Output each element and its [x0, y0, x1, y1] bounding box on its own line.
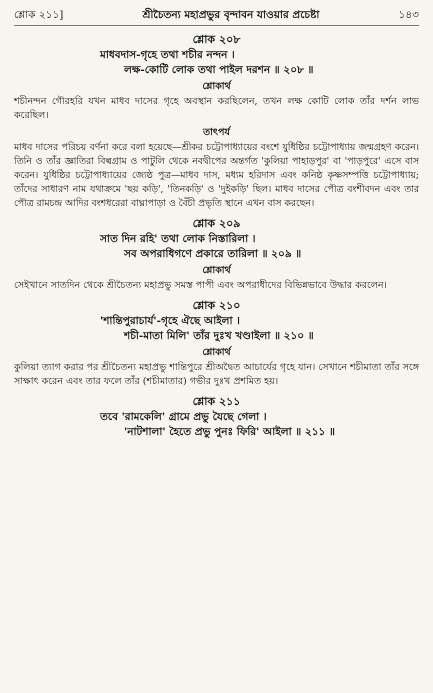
- verse-211: [14, 394, 419, 440]
- translation-heading: শ্লোকার্থ: [202, 265, 231, 276]
- translation-text: সেইখানে সাতদিন থেকে শ্রীচৈতন্য মহাপ্রভু সমস্ত পাপী এবং অপরাধীদের বিভিন্নভাবে উদ্ধার করলেন।: [14, 280, 387, 291]
- translation-heading: শ্লোকার্থ: [202, 347, 231, 358]
- verse-line: মাধবদাস-গৃহে তথা শচীর নন্দন ।: [100, 49, 235, 61]
- verse-line: শচী-মাতা মিলি' তাঁর দুঃখ খণ্ডাইলা ॥ ২১০ ॥: [124, 330, 314, 342]
- purport-heading: তাৎপর্য: [203, 127, 230, 138]
- header-verse-ref: শ্লোক ২১১]: [14, 9, 64, 21]
- translation-text: কুলিয়া ত্যাগ করার পর শ্রীচৈতন্য মহাপ্রভু শান্তিপুরে শ্রীঅদ্বৈত আচার্যের গৃহে যান। সেখানে শচীমাতা তাঁর সঙ্গে সাক্ষাৎ করেন এবং তার ফলে তাঁর (শচীমাতার) গভীর দুঃখ প্রশমিত হয়।: [14, 362, 419, 387]
- verse-209: [14, 216, 419, 293]
- verse-title: শ্লোক ২১০: [192, 299, 241, 312]
- verse-title: শ্লোক ২০৯: [192, 217, 241, 230]
- purport-text: মাধব দাসের পরিচয় বর্ণনা করে বলা হয়েছে—শ্রীকর চট্টোপাধ্যায়ের বংশে যুধিষ্ঠির চট্টোপাধ্যায় জন্মগ্রহণ করেন। তিনি ও তাঁর জ্ঞাতিরা বিল্বগ্রাম ও পাটুলি থেকে নবদ্বীপের অন্তর্গত 'কুলিয়া পাহাড়পুর' বা 'পাড়পুরে' এসে বাস করেন। যুধিষ্ঠির চট্টোপাধ্যায়ের জ্যেষ্ঠ পুত্র—মাধব দাস, মধ্যম হরিদাস এবং কনিষ্ঠ কৃষ্ণসম্পত্তি চট্টোপাধ্যায়; তাঁদের সাধারণ নাম যথাক্রমে 'ছয় কড়ি', 'তিনকড়ি' ও 'দুইকড়ি' ছিল। মাধব দাসের পৌত্র বংশীবদন এবং তার পৌত্র রামচন্দ্র আদির বংশধরেরা বাঘ্নাপাড়া ও বৈঁচী প্রভৃতি স্থানে এখন বাস করছেন।: [14, 142, 419, 209]
- page-number: ১৪৩: [398, 9, 419, 21]
- verse-210: [14, 298, 419, 389]
- verse-title: শ্লোক ২০৮: [192, 33, 241, 46]
- verse-line: লক্ষ-কোটি লোক তথা পাইল দরশন ॥ ২০৮ ॥: [124, 64, 314, 76]
- verse-line: তবে 'রামকেলি' গ্রামে প্রভু যৈছে গেলা ।: [100, 411, 267, 423]
- verse-line: 'শান্তিপুরাচার্য'-গৃহে ঐছে আইলা ।: [100, 315, 240, 327]
- verse-208: [14, 32, 419, 211]
- header-chapter-title: শ্রীচৈতন্য মহাপ্রভুর বৃন্দাবন যাওয়ার প্রচেষ্টা: [142, 9, 320, 21]
- running-header: [14, 8, 419, 26]
- verse-line: সাত দিন রহি' তথা লোক নিস্তারিলা ।: [100, 233, 256, 245]
- verse-line: 'নাটশালা' হৈতে প্রভু পুনঃ ফিরি' আইলা ॥ ২১১ ॥: [124, 426, 335, 438]
- verse-title: শ্লোক ২১১: [192, 395, 241, 408]
- translation-text: শচীনন্দন গৌরহরি যখন মাধব দাসের গৃহে অবস্থান করছিলেন, তখন লক্ষ কোটি লোক তাঁর দর্শন লাভ করেছিল।: [14, 96, 419, 121]
- translation-heading: শ্লোকার্থ: [202, 81, 231, 92]
- verse-line: সব অপরাধিগণে প্রকারে তারিলা ॥ ২০৯ ॥: [124, 248, 302, 260]
